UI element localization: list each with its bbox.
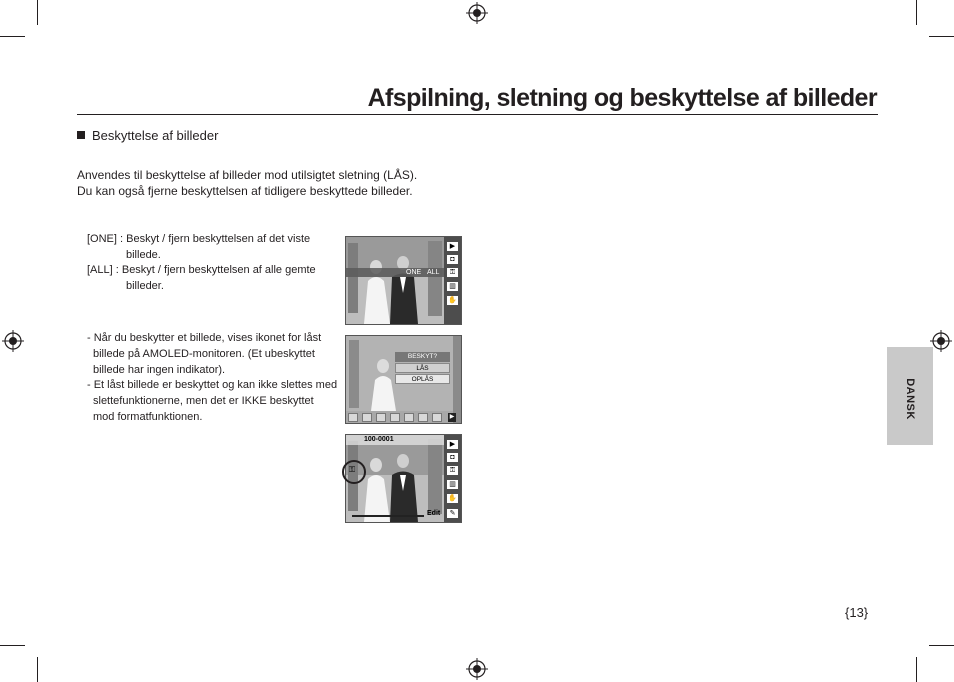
key-icon[interactable]: ⚿ <box>447 268 458 277</box>
edit-label[interactable]: Edit <box>427 510 441 517</box>
camera-screen-protect-options <box>345 236 462 325</box>
language-tab <box>887 347 933 445</box>
trash-icon[interactable]: ▥ <box>447 282 458 291</box>
menu-item-lock[interactable]: LÅS <box>395 363 450 373</box>
right-rail <box>453 336 461 424</box>
registration-mark-icon <box>2 330 24 352</box>
side-menu <box>444 237 461 324</box>
crop-mark <box>37 0 38 25</box>
title-rule <box>77 114 878 115</box>
option-one-label[interactable]: ONE <box>406 269 422 276</box>
intro-line-2: Du kan også fjerne beskyttelsen af tidligere beskyttede billeder. <box>77 184 413 198</box>
note-1-line-3: billede har ingen indikator). <box>93 364 226 376</box>
key-icon[interactable]: ⚿ <box>447 466 458 475</box>
hand-icon[interactable]: ✋ <box>448 297 457 304</box>
thumbnail[interactable] <box>348 413 358 422</box>
lock-icon: ⚿ <box>349 465 356 474</box>
camera-screen-protect-menu <box>345 335 462 424</box>
note-2-line-3: mod formatfunktionen. <box>93 411 203 423</box>
thumbnail[interactable] <box>418 413 428 422</box>
crop-mark <box>0 36 25 37</box>
crop-mark <box>37 657 38 682</box>
highlight-circle <box>342 460 366 484</box>
registration-mark-icon <box>930 330 952 352</box>
trash-icon[interactable]: ▥ <box>447 480 458 489</box>
note-1-line-1: - Når du beskytter et billede, vises ikonet for låst <box>87 332 322 344</box>
thumbnail[interactable] <box>404 413 414 422</box>
crop-mark <box>916 0 917 25</box>
note-2-line-1: - Et låst billede er beskyttet og kan ikke slettes med <box>87 379 338 391</box>
thumbnail-strip <box>348 413 456 422</box>
menu-header: BESKYT? <box>395 352 450 362</box>
protect-menu <box>395 352 450 385</box>
language-tab-label: DANSK <box>904 378 916 420</box>
thumbnail[interactable] <box>432 413 442 422</box>
bullet-square-icon <box>77 131 85 139</box>
note-2-line-2: slettefunktionerne, men det er IKKE beskyttet <box>93 395 314 407</box>
page-number: {13} <box>845 605 869 620</box>
intro-line-1: Anvendes til beskyttelse af billeder mod utilsigtet sletning (LÅS). <box>77 168 418 182</box>
registration-mark-icon <box>466 2 488 24</box>
side-menu <box>444 435 461 522</box>
registration-mark-icon <box>466 658 488 680</box>
playback-icon[interactable]: ▶ <box>447 440 458 449</box>
file-number: 100-0001 <box>364 436 394 443</box>
camera-icon[interactable]: ◘ <box>447 255 458 264</box>
thumbnail[interactable] <box>390 413 400 422</box>
note-1-line-2: billede på AMOLED-monitoren. (Et ubeskyttet <box>93 348 315 360</box>
hand-icon[interactable]: ✋ <box>448 495 457 502</box>
page-title: Afspilning, sletning og beskyttelse af billeder <box>367 84 877 112</box>
info-bar <box>346 435 445 445</box>
pen-icon[interactable]: ✎ <box>447 509 458 518</box>
thumbnail[interactable] <box>376 413 386 422</box>
section-heading-text: Beskyttelse af billeder <box>92 128 219 143</box>
playback-icon[interactable]: ▶ <box>447 242 458 251</box>
crop-mark <box>929 36 954 37</box>
thumbnail[interactable] <box>362 413 372 422</box>
crop-mark <box>0 645 25 646</box>
option-all-label[interactable]: ALL <box>427 269 440 276</box>
play-icon[interactable]: ▶ <box>449 414 455 420</box>
option-one-text-cont: billede. <box>126 249 161 261</box>
option-one-text: [ONE] : Beskyt / fjern beskyttelsen af det viste <box>87 233 311 245</box>
crop-mark <box>929 645 954 646</box>
option-all-text-cont: billeder. <box>126 280 164 292</box>
option-all-text: [ALL] : Beskyt / fjern beskyttelsen af alle gemte <box>87 264 316 276</box>
menu-item-unlock[interactable]: OPLÅS <box>395 374 450 384</box>
wedding-photo-image <box>346 237 445 324</box>
camera-icon[interactable]: ◘ <box>447 453 458 462</box>
crop-mark <box>916 657 917 682</box>
progress-bar <box>352 515 424 517</box>
section-heading <box>77 128 218 143</box>
